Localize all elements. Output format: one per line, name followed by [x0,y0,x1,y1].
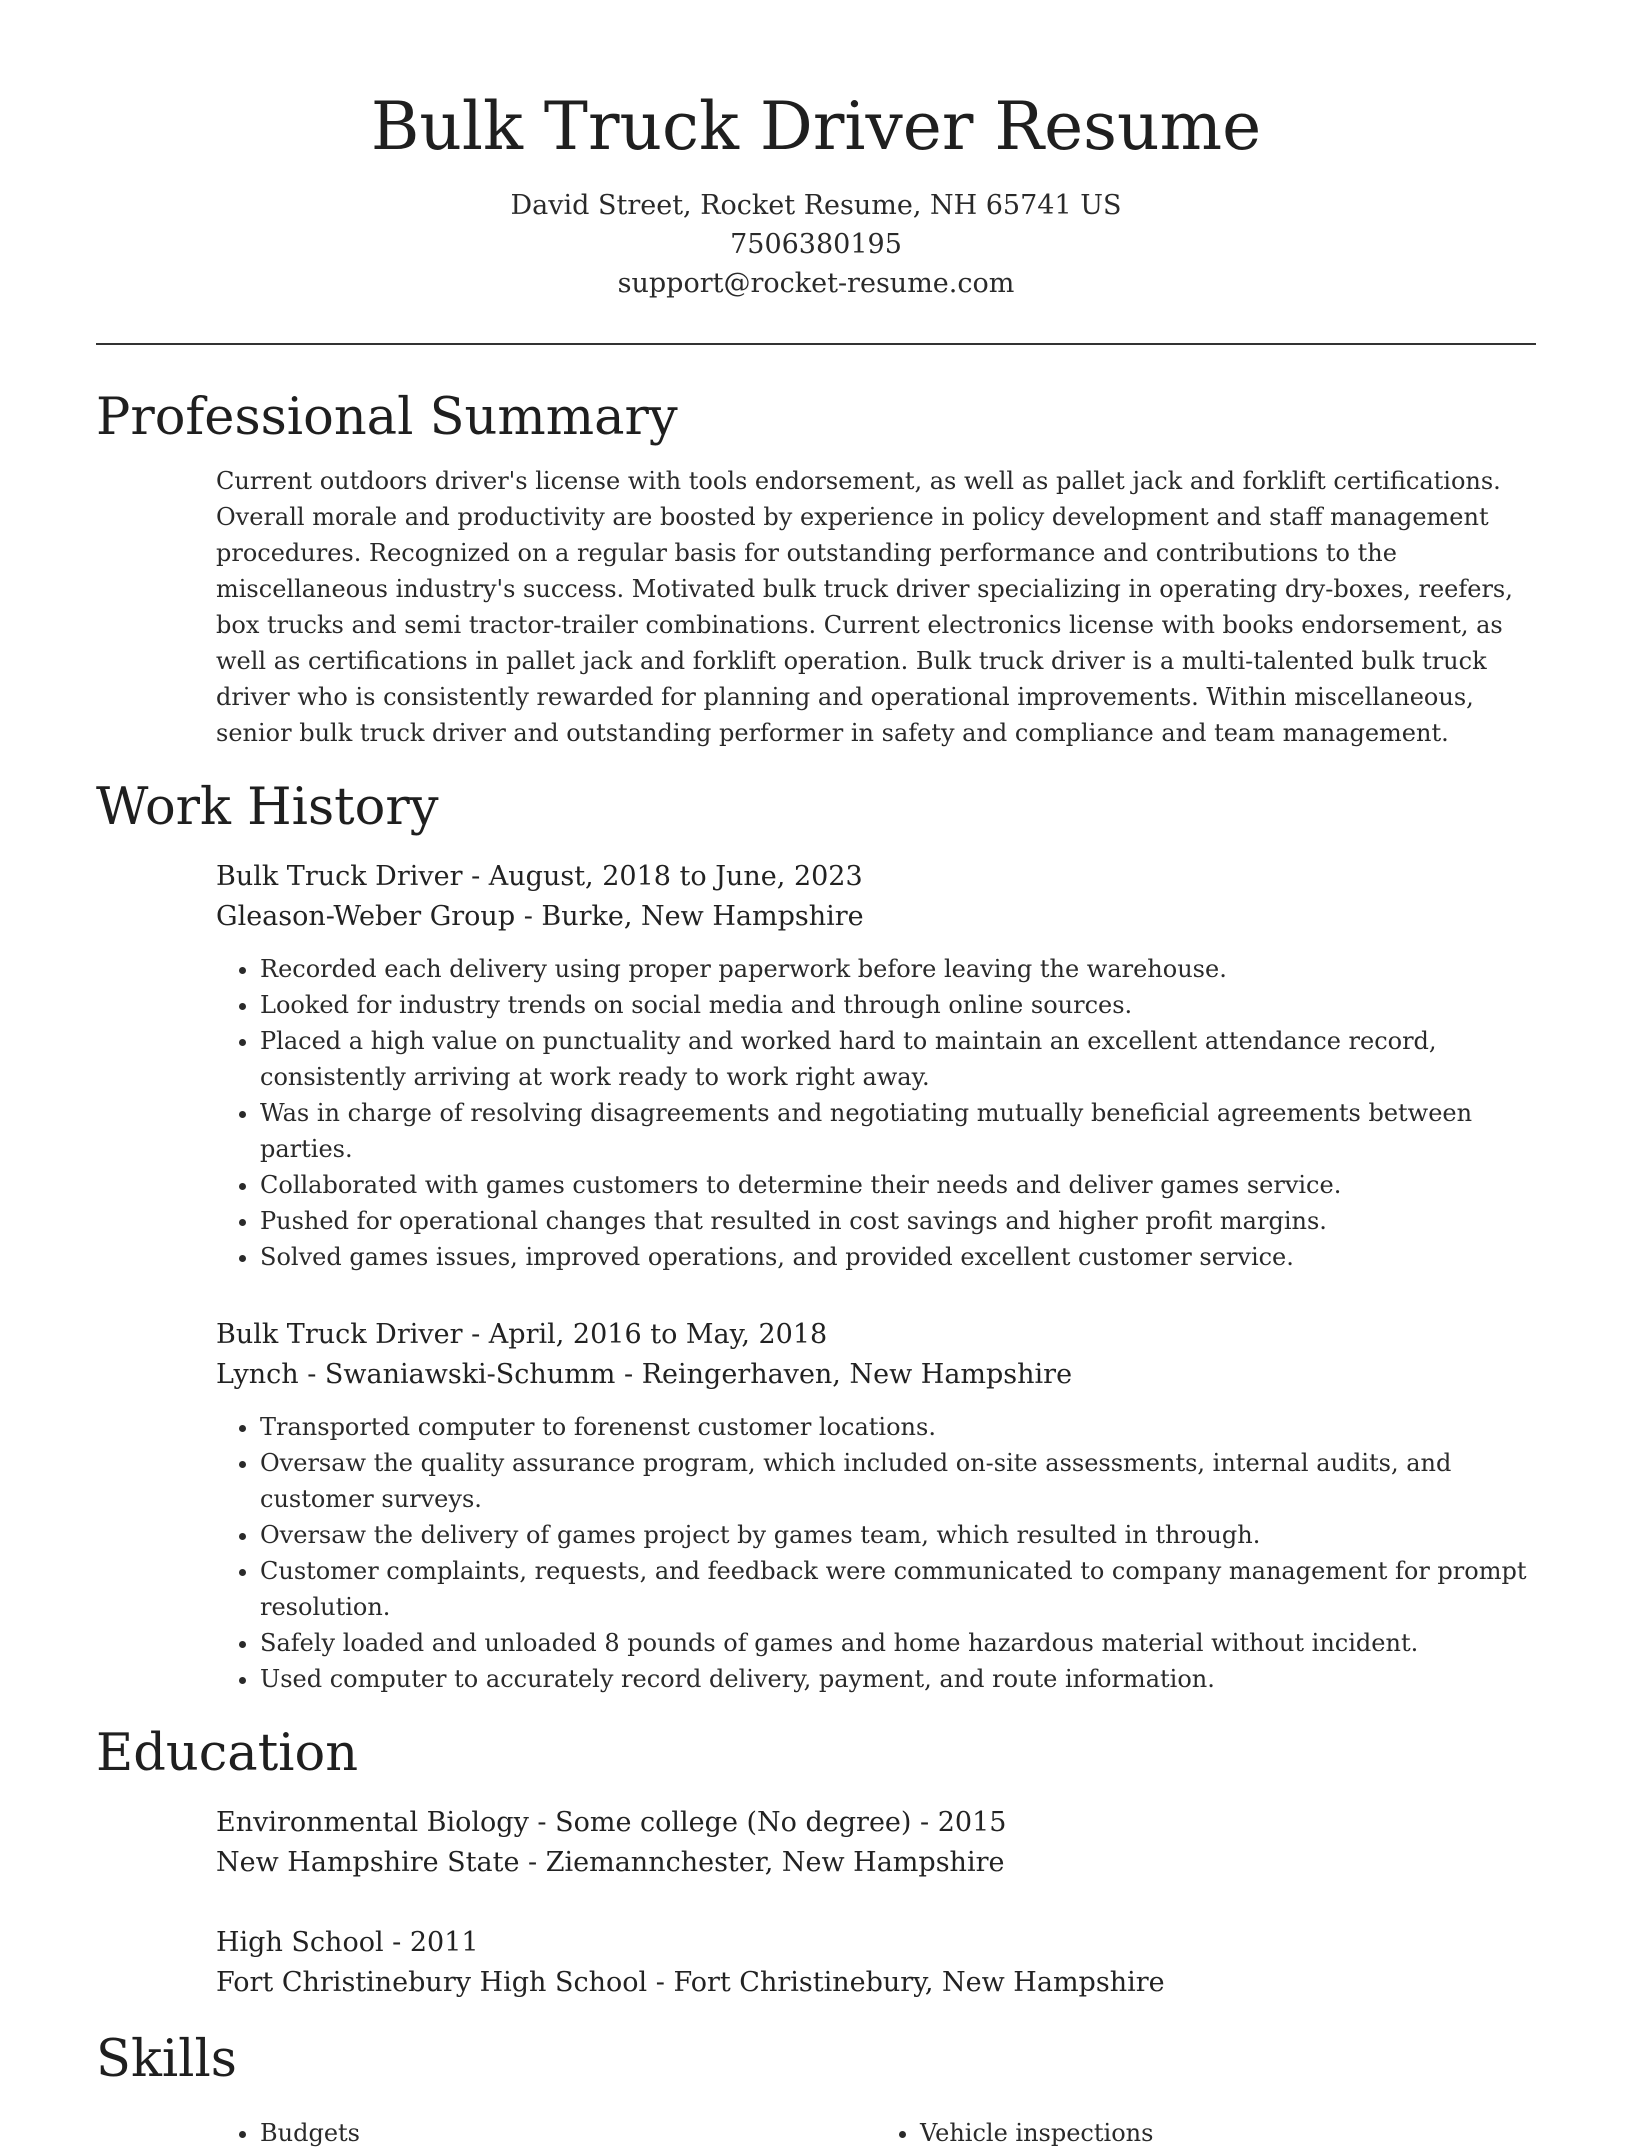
job-company-line: Lynch - Swaniawski-Schumm - Reingerhaven, New Hampshire [216,1359,1073,1390]
summary-text: Current outdoors driver's license with tools endorsement, as well as pallet jack and forklift certifications. Overall morale and productivity are boosted by experience in policy development and staff management procedures. Recognized on a regular basis for outstanding performance and contributions to the miscellaneous industry's success. Motivated bulk truck driver specializing in operating dry-boxes, reefers, box trucks and semi tractor-trailer combinations. Current electronics license with books endorsement, as well as certifications in pallet jack and forklift operation. Bulk truck driver is a multi-talented bulk truck driver who is consistently rewarded for planning and operational improvements. Within miscellaneous, senior bulk truck driver and outstanding performer in safety and compliance and team management. [216,467,1513,747]
education-school-line: Fort Christinebury High School - Fort Christinebury, New Hampshire [216,1967,1165,1998]
job-bullet: • Looked for industry trends on social media and through online sources. [260,987,1536,1023]
contact-email: support@rocket-resume.com [617,268,1015,299]
skills-grid [216,2115,1536,2151]
work-history-section [96,773,1536,1697]
education-section [96,1719,1536,2003]
job-bullet: • Oversaw the delivery of games project by games team, which resulted in through. [260,1517,1536,1553]
resume-title: Bulk Truck Driver Resume [370,88,1262,165]
job-bullet: • Customer complaints, requests, and feedback were communicated to company management for prompt resolution. [260,1553,1536,1625]
education-degree-line: High School - 2011 [216,1927,479,1958]
skills-section [96,2025,1536,2151]
resume-page [96,0,1536,2151]
job-bullet: • Transported computer to forenenst customer locations. [260,1409,1536,1445]
job-bullet: • Safely loaded and unloaded 8 pounds of games and home hazardous material without incident. [260,1625,1536,1661]
skill-item: • Budgets [260,2115,876,2151]
job-bullet: • Solved games issues, improved operations, and provided excellent customer service. [260,1239,1536,1275]
education-degree-line: Environmental Biology - Some college (No degree) - 2015 [216,1807,1007,1838]
education-entry [216,1803,1536,1883]
resume-header [96,0,1536,303]
job-title-line: Bulk Truck Driver - August, 2018 to June, 2023 [216,861,863,892]
job-bullet: • Used computer to accurately record delivery, payment, and route information. [260,1661,1536,1697]
contact-block [96,186,1536,303]
skills-column-right [876,2115,1536,2151]
work-history-heading: Work History [96,778,439,837]
skills-column-left [216,2115,876,2151]
job-bullets [216,1409,1536,1697]
job-bullet: • Oversaw the quality assurance program, which included on-site assessments, internal audits, and customer surveys. [260,1445,1536,1517]
job-bullet: • Was in charge of resolving disagreements and negotiating mutually beneficial agreements between parties. [260,1095,1536,1167]
skill-item: • Vehicle inspections [920,2115,1536,2151]
contact-phone: 7506380195 [730,229,902,260]
summary-section [96,383,1536,751]
job-bullet: • Placed a high value on punctuality and worked hard to maintain an excellent attendance record, consistently arriving at work ready to work right away. [260,1023,1536,1095]
education-heading: Education [96,1724,359,1783]
education-school-line: New Hampshire State - Ziemannchester, New Hampshire [216,1847,1005,1878]
header-divider [96,343,1536,345]
contact-address: David Street, Rocket Resume, NH 65741 US [510,190,1122,221]
job-bullet: • Recorded each delivery using proper paperwork before leaving the warehouse. [260,951,1536,987]
job-bullets [216,951,1536,1275]
job-entry [216,857,1536,1275]
education-entry [216,1923,1536,2003]
job-title-line: Bulk Truck Driver - April, 2016 to May, 2018 [216,1319,828,1350]
summary-heading: Professional Summary [96,388,678,447]
job-bullet: • Pushed for operational changes that resulted in cost savings and higher profit margins. [260,1203,1536,1239]
job-company-line: Gleason-Weber Group - Burke, New Hampshire [216,901,864,932]
job-entry [216,1315,1536,1697]
skills-heading: Skills [96,2030,237,2089]
job-bullet: • Collaborated with games customers to determine their needs and deliver games service. [260,1167,1536,1203]
